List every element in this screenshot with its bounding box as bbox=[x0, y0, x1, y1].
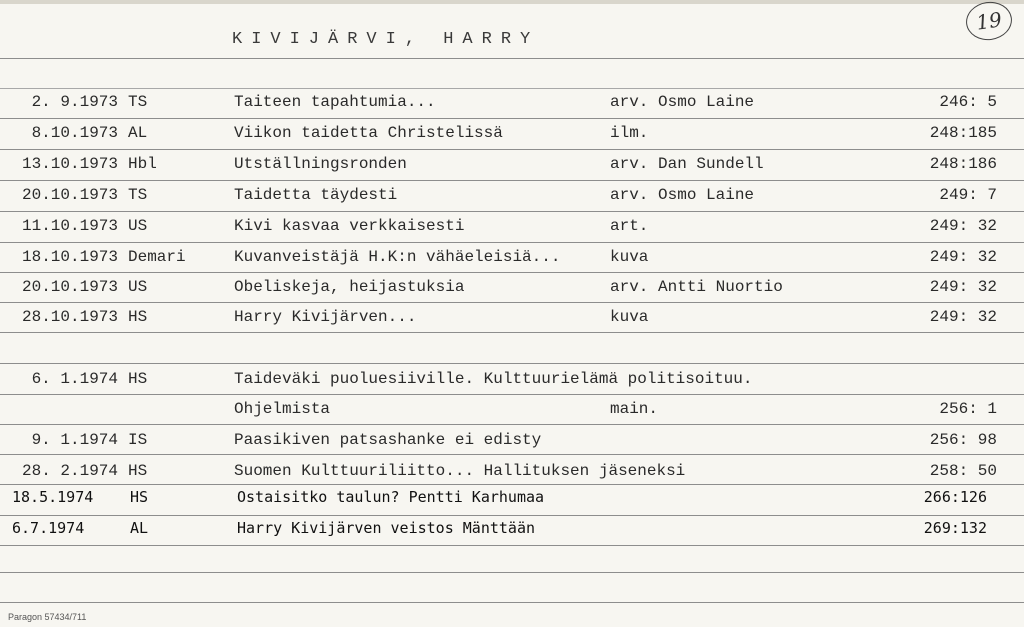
ruled-line bbox=[0, 572, 1024, 573]
entry-reference: 248:185 bbox=[929, 124, 997, 142]
entry-publication: HS bbox=[128, 370, 148, 388]
ruled-line bbox=[0, 363, 1024, 364]
entry-date: 11.10.1973 bbox=[21, 217, 118, 235]
list-item bbox=[0, 213, 1024, 241]
entry-publication: HS bbox=[128, 308, 148, 326]
entry-title: Harry Kivijärven veistos Mänttään bbox=[237, 519, 536, 537]
list-item bbox=[0, 304, 1024, 332]
entry-note: kuva bbox=[610, 248, 649, 266]
card-number-circle bbox=[964, 0, 1015, 43]
entry-title: Taidetta täydesti bbox=[234, 186, 398, 204]
ruled-line bbox=[0, 118, 1024, 119]
entry-publication: TS bbox=[128, 93, 148, 111]
list-item bbox=[0, 120, 1024, 148]
list-item bbox=[0, 484, 1024, 512]
entry-publication: US bbox=[128, 217, 148, 235]
card-top-edge bbox=[0, 0, 1024, 4]
entry-date: 6.7.1974 bbox=[12, 519, 85, 537]
list-item bbox=[0, 458, 1024, 486]
entry-reference: 249: 32 bbox=[929, 248, 997, 266]
entry-publication: Hbl bbox=[128, 155, 157, 173]
entry-reference: 249: 32 bbox=[929, 217, 997, 235]
ruled-line bbox=[0, 242, 1024, 243]
list-item bbox=[0, 151, 1024, 179]
entry-title: Ostaisitko taulun? Pentti Karhumaa bbox=[237, 488, 545, 506]
ruled-line bbox=[0, 272, 1024, 273]
entry-reference: 249: 32 bbox=[929, 278, 997, 296]
entry-title: Kuvanveistäjä H.K:n vähäeleisiä... bbox=[234, 248, 561, 266]
entry-title: Obeliskeja, heijastuksia bbox=[234, 278, 465, 296]
entry-note: art. bbox=[610, 217, 649, 235]
entry-reference: 248:186 bbox=[929, 155, 997, 173]
list-item bbox=[0, 274, 1024, 302]
entry-title: Harry Kivijärven... bbox=[234, 308, 417, 326]
card-footer-print: Paragon 57434/711 bbox=[8, 612, 87, 622]
entry-date: 28.10.1973 bbox=[21, 308, 118, 326]
entry-date: 18.10.1973 bbox=[21, 248, 118, 266]
list-item bbox=[0, 396, 1024, 424]
entry-date: 2. 9.1973 bbox=[31, 93, 118, 111]
ruled-line bbox=[0, 211, 1024, 212]
entry-note: arv. Osmo Laine bbox=[610, 186, 755, 204]
entry-title: Paasikiven patsashanke ei edisty bbox=[234, 431, 542, 449]
entry-reference: 266:126 bbox=[923, 488, 987, 506]
entry-publication: IS bbox=[128, 431, 148, 449]
entry-date: 20.10.1973 bbox=[21, 278, 118, 296]
entry-reference: 249: 7 bbox=[939, 186, 997, 204]
entry-publication: TS bbox=[128, 186, 148, 204]
list-item bbox=[0, 427, 1024, 455]
ruled-line bbox=[0, 149, 1024, 150]
entry-reference: 269:132 bbox=[923, 519, 987, 537]
list-item bbox=[0, 515, 1024, 543]
ruled-line bbox=[0, 302, 1024, 303]
entry-date: 8.10.1973 bbox=[31, 124, 118, 142]
list-item bbox=[0, 366, 1024, 394]
entry-date: 20.10.1973 bbox=[21, 186, 118, 204]
ruled-line bbox=[0, 394, 1024, 395]
list-item bbox=[0, 182, 1024, 210]
entry-publication: AL bbox=[128, 124, 148, 142]
card-number: 19 bbox=[974, 7, 1004, 35]
ruled-line bbox=[0, 424, 1024, 425]
entry-title: Viikon taidetta Christelissä bbox=[234, 124, 503, 142]
entry-reference: 258: 50 bbox=[929, 462, 997, 480]
entry-title: Utställningsronden bbox=[234, 155, 407, 173]
entry-note: arv. Antti Nuortio bbox=[610, 278, 783, 296]
entry-date: 9. 1.1974 bbox=[31, 431, 118, 449]
entry-title: Suomen Kulttuuriliitto... Hallituksen jäseneksi bbox=[234, 462, 686, 480]
entry-publication: HS bbox=[128, 462, 148, 480]
ruled-line bbox=[0, 545, 1024, 546]
entry-reference: 246: 5 bbox=[939, 93, 997, 111]
entry-note: kuva bbox=[610, 308, 649, 326]
entry-reference: 256: 98 bbox=[929, 431, 997, 449]
entry-publication: US bbox=[128, 278, 148, 296]
entry-date: 18.5.1974 bbox=[12, 488, 94, 506]
ruled-line bbox=[0, 180, 1024, 181]
entry-date: 13.10.1973 bbox=[21, 155, 118, 173]
entry-publication: HS bbox=[130, 488, 149, 506]
entry-reference: 256: 1 bbox=[939, 400, 997, 418]
entry-title: Kivi kasvaa verkkaisesti bbox=[234, 217, 465, 235]
entry-date: 6. 1.1974 bbox=[31, 370, 118, 388]
entry-note: arv. Osmo Laine bbox=[610, 93, 755, 111]
entry-reference: 249: 32 bbox=[929, 308, 997, 326]
entry-note: main. bbox=[610, 400, 659, 418]
entry-publication: AL bbox=[130, 519, 149, 537]
entry-title: Taideväki puoluesiiville. Kulttuurielämä politisoituu. bbox=[234, 370, 753, 388]
card-title: KIVIJÄRVI, HARRY bbox=[232, 30, 540, 49]
list-item bbox=[0, 244, 1024, 272]
ruled-line bbox=[0, 332, 1024, 333]
entry-note: ilm. bbox=[610, 124, 649, 142]
ruled-line bbox=[0, 58, 1024, 59]
entry-date: 28. 2.1974 bbox=[21, 462, 118, 480]
entry-title: Ohjelmista bbox=[234, 400, 331, 418]
entry-note: arv. Dan Sundell bbox=[610, 155, 764, 173]
entry-publication: Demari bbox=[128, 248, 186, 266]
list-item bbox=[0, 89, 1024, 117]
ruled-line bbox=[0, 602, 1024, 603]
entry-title: Taiteen tapahtumia... bbox=[234, 93, 436, 111]
